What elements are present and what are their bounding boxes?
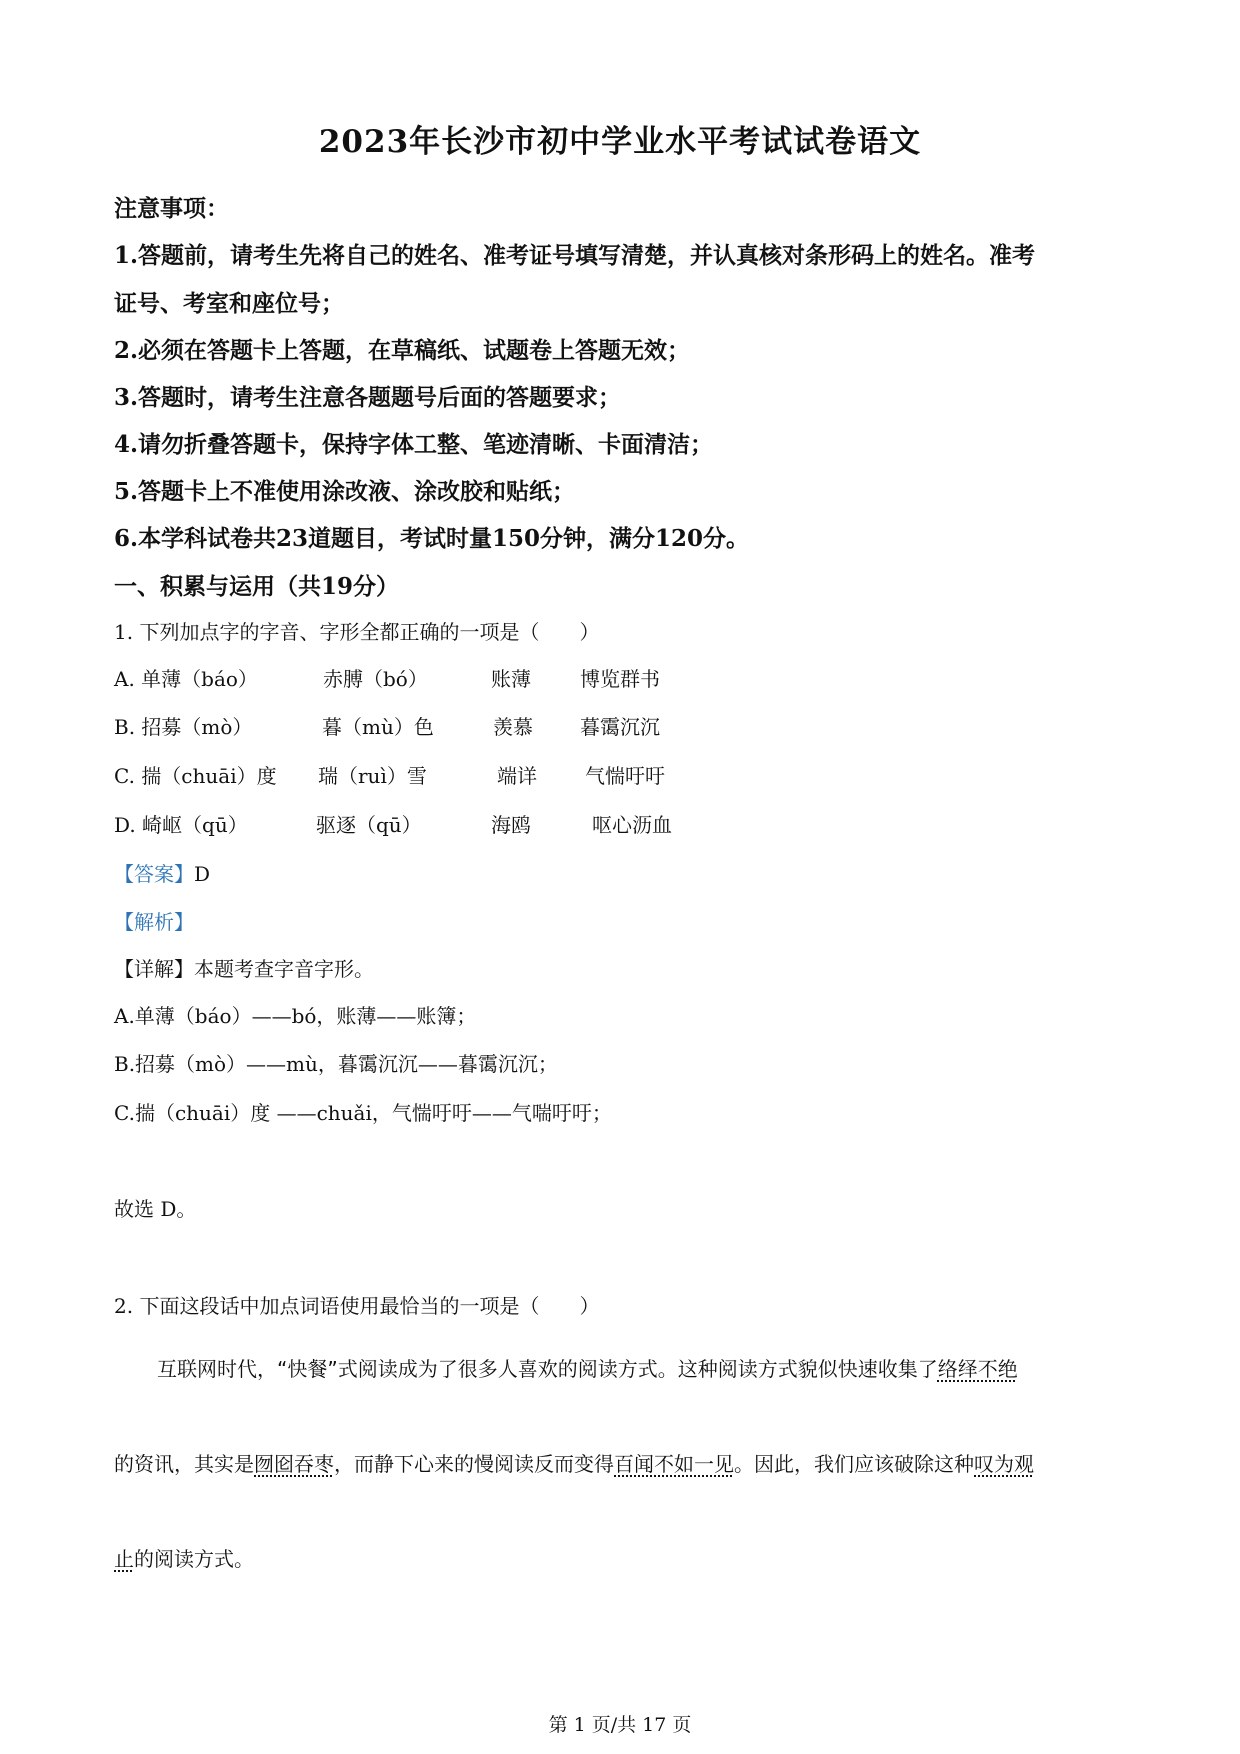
option-c-item-3: 端详 — [497, 764, 537, 788]
page-footer: 第 1 页/共 17 页 — [548, 1714, 692, 1736]
answer-line — [114, 858, 210, 887]
notice-heading: 注意事项： — [114, 195, 229, 222]
notice-item-3: 3.答题时，请考生注意各题题号后面的答题要求； — [114, 384, 622, 411]
detail-line: 【详解】本题考查字音字形。 — [114, 957, 374, 981]
answer-tag: 【答案】 — [114, 862, 194, 886]
option-d-item-4: 呕心沥血 — [592, 813, 672, 837]
option-b-item-2: 暮（mù）色 — [322, 715, 434, 739]
explanation-b: B.招募（mò）——mù，暮霭沉沉——暮霭沉沉； — [114, 1052, 558, 1076]
option-c-item-4: 气惴吁吁 — [585, 764, 665, 788]
passage-text: 互联网时代，“快餐”式阅读成为了很多人喜欢的阅读方式。这种阅读方式貌似快速收集了 — [157, 1357, 938, 1381]
dotted-word-3: 百闻不如一见 — [614, 1452, 734, 1476]
dotted-word-4-cont: 止 — [114, 1547, 134, 1571]
dotted-word-4: 叹为观 — [974, 1452, 1034, 1476]
notice-item-2: 2.必须在答题卡上答题，在草稿纸、试题卷上答题无效； — [114, 337, 691, 364]
option-c-item-2: 瑞（ruì）雪 — [318, 764, 427, 788]
question-2-stem: 2. 下面这段话中加点词语使用最恰当的一项是（ ） — [114, 1294, 600, 1318]
passage-line-1 — [157, 1353, 1018, 1382]
passage-line-2 — [114, 1448, 1034, 1477]
option-c-item-1: C. 揣（chuāi）度 — [114, 764, 277, 788]
answer-value: D — [194, 862, 211, 886]
notice-item-6: 6.本学科试卷共23道题目，考试时量150分钟，满分120分。 — [114, 525, 750, 552]
passage-text: ，而静下心来的慢阅读反而变得 — [334, 1452, 614, 1476]
passage-text: 的阅读方式。 — [134, 1547, 254, 1571]
option-d-item-1: D. 崎岖（qū） — [114, 813, 248, 837]
passage-text: 。因此，我们应该破除这种 — [734, 1452, 974, 1476]
question-1-stem: 1. 下列加点字的字音、字形全都正确的一项是（ ） — [114, 620, 600, 644]
option-b-item-4: 暮霭沉沉 — [580, 715, 660, 739]
option-a-item-3: 账薄 — [491, 667, 531, 691]
page-title: 2023年长沙市初中学业水平考试试卷语文 — [318, 124, 922, 160]
option-a-item-4: 博览群书 — [580, 667, 660, 691]
dotted-word-1: 络绎不绝 — [937, 1357, 1018, 1381]
analysis-tag: 【解析】 — [114, 910, 194, 934]
option-d-item-2: 驱逐（qū） — [316, 813, 422, 837]
option-b-item-3: 羡慕 — [493, 715, 533, 739]
section-heading: 一、积累与运用（共19分） — [114, 573, 400, 600]
notice-item-1-cont: 证号、考室和座位号； — [114, 290, 344, 317]
passage-text: 的资讯，其实是 — [114, 1452, 254, 1476]
conclusion: 故选 D。 — [114, 1197, 197, 1221]
option-d-item-3: 海鸥 — [491, 813, 531, 837]
notice-item-4: 4.请勿折叠答题卡，保持字体工整、笔迹清晰、卡面清洁； — [114, 431, 714, 458]
notice-item-1: 1.答题前，请考生先将自己的姓名、准考证号填写清楚，并认真核对条形码上的姓名。准考 — [114, 242, 1036, 269]
notice-item-5: 5.答题卡上不准使用涂改液、涂改胶和贴纸； — [114, 478, 576, 505]
explanation-c: C.揣（chuāi）度 ——chuǎi，气惴吁吁——气喘吁吁； — [114, 1101, 612, 1125]
option-b-item-1: B. 招募（mò） — [114, 715, 253, 739]
explanation-a: A.单薄（báo）——bó，账薄——账簿； — [114, 1004, 477, 1028]
option-a-item-1: A. 单薄（báo） — [114, 667, 258, 691]
option-a-item-2: 赤膊（bó） — [323, 667, 428, 691]
dotted-word-2: 囫囵吞枣 — [254, 1452, 334, 1476]
passage-line-3 — [114, 1543, 254, 1572]
